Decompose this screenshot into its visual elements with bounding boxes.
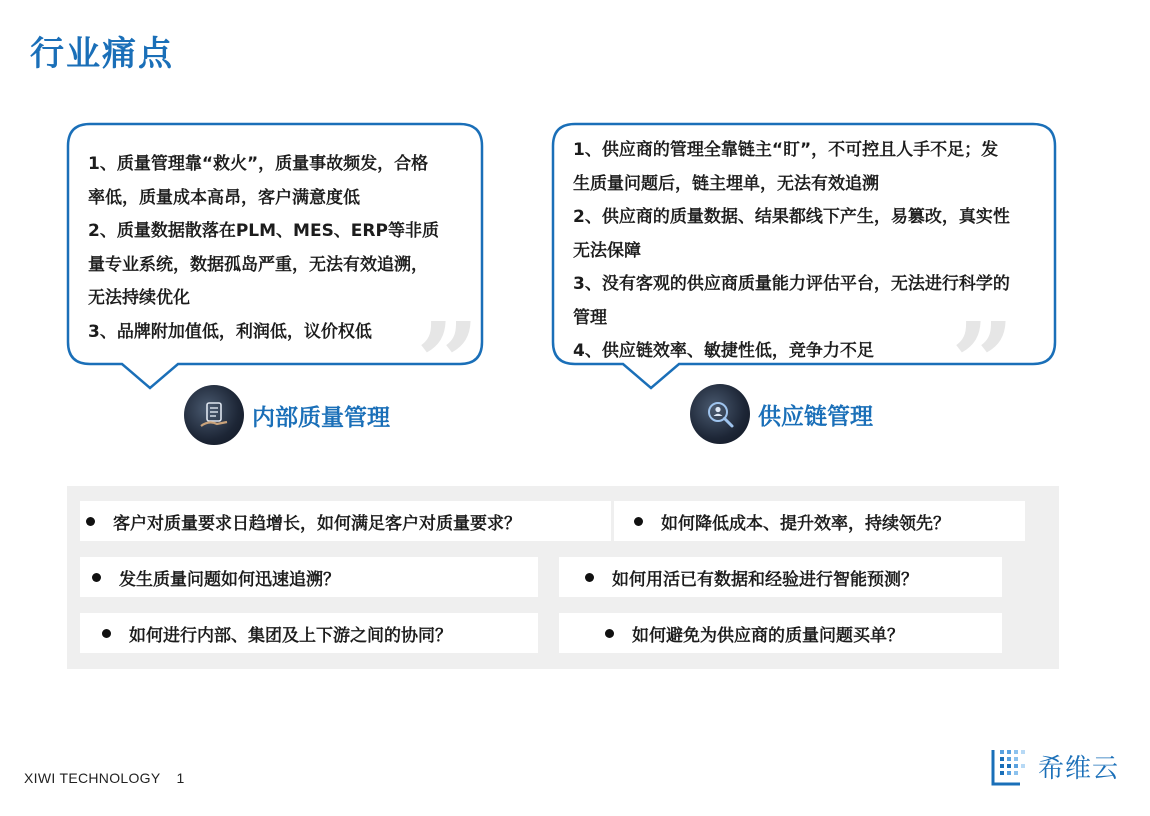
question-text: 发生质量问题如何迅速追溯？: [119, 569, 340, 590]
text-line: 2、供应商的质量数据、结果都线下产生，易篡改，真实性: [573, 207, 1010, 227]
bullet-icon: [86, 517, 95, 526]
text-line: 无法持续优化: [88, 288, 190, 308]
question-item: [80, 613, 538, 653]
supply-chain-badge: [690, 384, 873, 444]
text-line: 生质量问题后，链主埋单，无法有效追溯: [573, 173, 879, 194]
bullet-icon: [585, 573, 594, 582]
question-item: [614, 501, 1025, 541]
text-line: 3、品牌附加值低，利润低，议价权低: [88, 321, 372, 342]
internal-quality-text: [88, 148, 439, 349]
document-hand-icon: [184, 385, 244, 445]
internal-quality-badge: [184, 385, 390, 445]
text-line: 1、质量管理靠“救火”，质量事故频发，合格: [88, 154, 429, 174]
text-line: 率低，质量成本高昂，客户满意度低: [88, 187, 360, 208]
question-text: 如何避免为供应商的质量问题买单？: [632, 625, 904, 646]
question-text: 如何进行内部、集团及上下游之间的协同？: [129, 625, 452, 646]
magnifier-person-icon: [690, 384, 750, 444]
bullet-icon: [634, 517, 643, 526]
text-line: 无法保障: [573, 240, 641, 261]
bullet-icon: [102, 629, 111, 638]
page-number: 1: [176, 770, 185, 786]
quote-mark-icon: ”: [416, 298, 480, 427]
question-text: 客户对质量要求日趋增长，如何满足客户对质量要求？: [113, 513, 521, 534]
logo-text: 希维云: [1038, 753, 1120, 784]
footer: [24, 770, 185, 786]
text-line: 量专业系统，数据孤岛严重，无法有效追溯，: [88, 254, 428, 275]
question-item: [80, 557, 538, 597]
page-title: 行业痛点: [30, 34, 174, 74]
company-name: XIWI TECHNOLOGY: [24, 770, 161, 786]
text-line: 1、供应商的管理全靠链主“盯”，不可控且人手不足；发: [573, 140, 999, 160]
question-item: [559, 613, 1002, 653]
brand-logo: [990, 744, 1119, 788]
supply-chain-text: [573, 134, 1010, 369]
text-line: 2、质量数据散落在PLM、MES、ERP等非质: [88, 221, 439, 241]
quote-mark-icon: ”: [951, 298, 1015, 427]
question-item: [80, 501, 611, 541]
text-line: 3、没有客观的供应商质量能力评估平台，无法进行科学的: [573, 274, 1010, 294]
badge-label: 内部质量管理: [252, 404, 390, 431]
bullet-icon: [92, 573, 101, 582]
xiwi-logo-icon: [990, 744, 1032, 788]
question-text: 如何降低成本、提升效率，持续领先？: [661, 513, 950, 534]
bullet-icon: [605, 629, 614, 638]
text-line: 4、供应链效率、敏捷性低，竞争力不足: [573, 341, 874, 361]
badge-label: 供应链管理: [758, 403, 873, 430]
question-text: 如何用活已有数据和经验进行智能预测？: [612, 569, 918, 590]
text-line: 管理: [573, 307, 607, 328]
question-item: [559, 557, 1002, 597]
